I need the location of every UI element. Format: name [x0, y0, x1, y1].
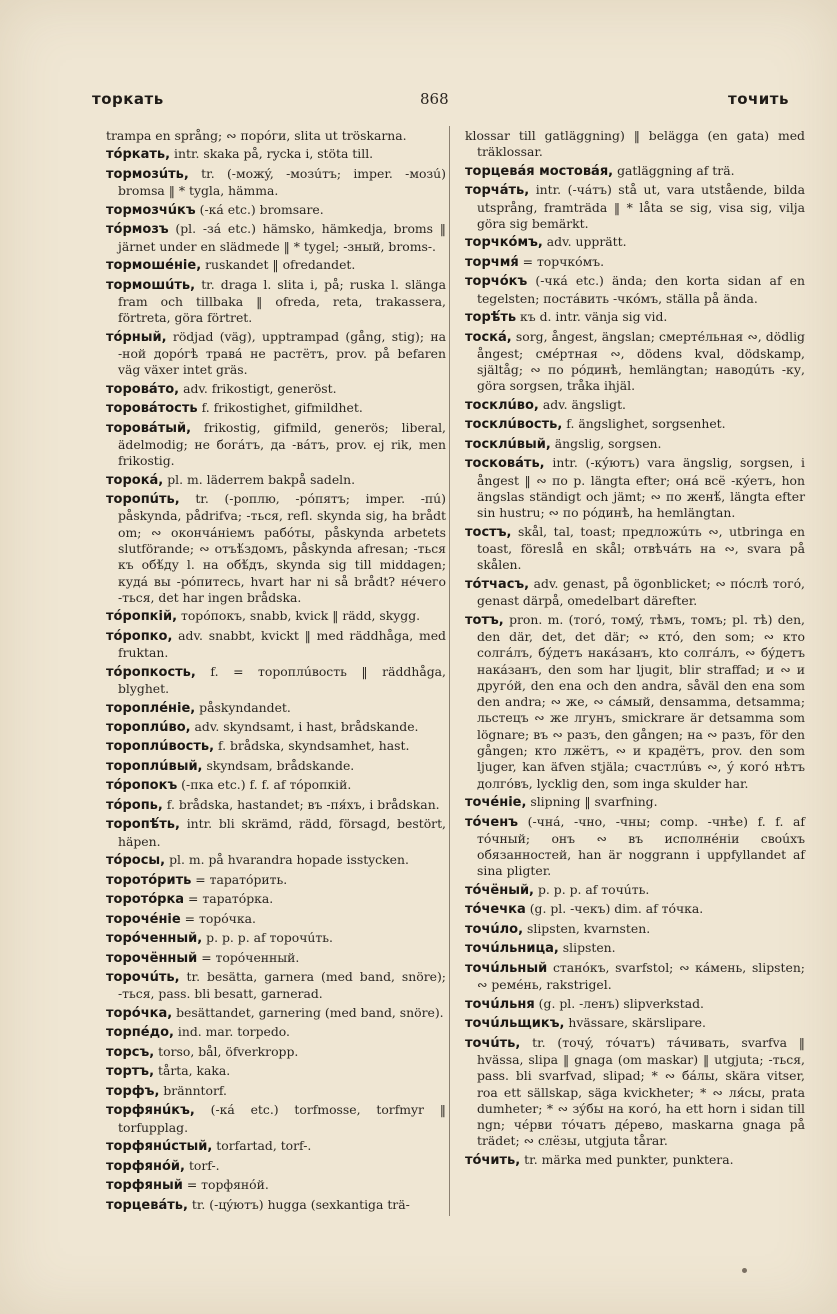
entry-definition: f. frikostighet, gifmildhet. — [201, 400, 363, 416]
entry-definition: tr. (-цýютъ) hugga (sexkantiga trä- — [191, 1196, 410, 1212]
entry-definition: f. ängslighet, sorgsenhet. — [566, 416, 726, 432]
entry-headword: тороплúвый, — [106, 758, 203, 774]
entry-definition: rödjad (väg), upptrampad (gång, stig); на -ной дорóгѣ травá не растётъ, prov. på befaren väg växer intet gräs. — [118, 328, 446, 378]
dictionary-entry — [106, 911, 446, 928]
entry-definition: intr. (-чáтъ) stå ut, vara utstående, bilda utsprång, framträda ‖ * låta se sig, visa sig, vilja göra sig bemärkt. — [477, 182, 805, 231]
entry-definition: intr. (-кýютъ) vara ängslig, sorgsen, i ångest ‖ ∾ по p. längta efter; онá всё -кýетъ, hon ängslas ständigt och jämt; ∾ по женѣ́, längta efter sin hustru; ∾ по рóдинѣ, ha hemlängtan. — [477, 455, 805, 521]
entry-headword: тóропкій, — [106, 609, 178, 625]
entry-headword: тормозчúкъ — [106, 202, 196, 218]
dictionary-entry — [106, 128, 446, 144]
entry-headword: точúльщикъ, — [465, 1016, 565, 1032]
entry-headword: тóросы, — [106, 853, 166, 869]
entry-headword: торочённый — [106, 950, 198, 966]
entry-definition: tr. (точý, тóчатъ) тáчивать, svarfva ‖ hvässa, slipa ‖ gnaga (om maskar) ‖ utgjuta; -ться, pass. bli svarfvad, slipad; * ∾ бáлы, skära vitser, roa ett sällskap, säga kvickheter; * ∾ ля́сы, prata dumheter; * ∾ зýбы на когó, ha ett horn i sidan till ngn; чéрви тóчатъ дéрево, maskarna gnaga på trädet; ∾ слёзы, utgjuta tårar. — [477, 1034, 805, 1149]
dictionary-entry — [106, 166, 446, 200]
entry-headword: тороплúво, — [106, 719, 191, 735]
entry-headword: торчóкъ — [465, 274, 528, 290]
dictionary-entry — [465, 329, 805, 395]
entry-headword: тосковáть, — [465, 456, 545, 472]
entry-headword: тоскá, — [465, 329, 512, 345]
column-divider — [449, 126, 450, 1216]
right-column — [465, 128, 805, 1171]
entry-definition: (-чнá, -чно, -чны; comp. -чнѣе) f. f. af тóчный; онъ ∾ въ исполнéніи свoúхъ обязанностей, han är noggrann i uppfyllandet af sina pligter. — [477, 813, 805, 879]
dictionary-entry — [106, 719, 446, 736]
entry-definition: pl. m. läderrem bakpå sadeln. — [167, 471, 356, 487]
entry-definition: (-кá etc.) torfmosse, torfmyr ‖ torfupplag. — [118, 1102, 446, 1135]
dictionary-entry — [106, 1005, 446, 1022]
dictionary-entry — [106, 1024, 446, 1041]
dictionary-entry — [106, 491, 446, 606]
entry-headword: тороплúвость, — [106, 739, 215, 755]
entry-headword: точúло, — [465, 921, 524, 937]
dictionary-entry — [465, 524, 805, 574]
dictionary-entry — [465, 1015, 805, 1032]
paper-speck — [742, 1268, 747, 1273]
entry-headword: точúльница, — [465, 941, 559, 957]
dictionary-entry — [106, 777, 446, 794]
entry-headword: торчáть, — [465, 183, 530, 199]
entry-definition: adv. genast, på ögonblicket; ∾ пóслѣ тогó, genast därpå, omedelbart därefter. — [477, 575, 805, 609]
entry-definition: ind. mar. torpedo. — [177, 1024, 290, 1040]
dictionary-entry — [106, 1083, 446, 1100]
dictionary-entry — [106, 664, 446, 698]
entry-headword: торовáтый, — [106, 420, 192, 436]
entry-definition: slipsten. — [562, 940, 616, 956]
entry-definition: tr. (-роплю, -рóпятъ; imper. -пú) påskynda, pådrifva; -ться, refl. skynda sig, ha brådt om; ∾ окончáніемъ рабóты, påskynda arbetets slutförande; ∾ отъѣ́здомъ, påskynda afresan; -ться къ обѣ́ду l. на обѣ́дъ, skynda sig till middagen; кудá вы -рóпитесь, hvart har ni så brådt? нéчего -ться, det har ingen brådska. — [118, 491, 446, 605]
dictionary-entry — [106, 816, 446, 850]
dictionary-entry — [465, 163, 805, 180]
entry-definition: = торóчка. — [184, 910, 256, 926]
dictionary-entry — [106, 950, 446, 967]
entry-definition: adv. skyndsamt, i hast, brådskande. — [194, 718, 419, 734]
entry-headword: торпéдо, — [106, 1025, 174, 1041]
entry-headword: тóчить, — [465, 1152, 521, 1168]
entry-headword: тóропкость, — [106, 664, 196, 680]
entry-headword: торфяный — [106, 1178, 183, 1194]
dictionary-entry — [106, 969, 446, 1003]
entry-headword: тостъ, — [465, 524, 512, 540]
entry-definition: торóпокъ, snabb, kvick ‖ rädd, skygg. — [180, 608, 421, 624]
dictionary-entry — [106, 852, 446, 869]
entry-definition: intr. bli skrämd, rädd, försagd, bestört, häpen. — [118, 816, 446, 849]
entry-definition: (g. pl. -чекъ) dim. af тóчка. — [529, 901, 704, 917]
entry-headword: тосклúво, — [465, 397, 539, 413]
entry-headword: точúльный — [465, 960, 548, 976]
entry-headword: тортъ, — [106, 1064, 155, 1080]
entry-definition: intr. skaka på, rycka i, stöta till. — [174, 146, 374, 162]
dictionary-entry — [465, 273, 805, 307]
entry-definition: tr. (-мoжý, -мозúтъ; imper. -мозú) bromsa ‖ * tygla, hämma. — [118, 165, 446, 199]
dictionary-entry — [106, 381, 446, 398]
entry-definition: tr. besätta, garnera (med band, snöre); -ться, pass. bli besatt, garnerad. — [118, 969, 446, 1002]
entry-definition: sorg, ångest, ängslan; смертéльная ∾, dödlig ångest; смéртная ∾, dödens kval, dödskamp, själtåg; ∾ по рóдинѣ, hemlängtan; наводúть -ку, göra sorgsen, tråka ihjäl. — [477, 328, 805, 394]
entry-headword: тормошéніе, — [106, 258, 202, 274]
dictionary-entry — [106, 628, 446, 662]
dictionary-entry — [106, 221, 446, 255]
dictionary-entry — [465, 814, 805, 880]
dictionary-entry — [106, 700, 446, 717]
entry-definition: bränntorf. — [163, 1082, 227, 1098]
entry-headword: торопúть, — [106, 492, 180, 508]
entry-headword: торфъ, — [106, 1083, 160, 1099]
entry-definition: ruskandet ‖ ofredandet. — [205, 257, 356, 273]
entry-headword: тормозúть, — [106, 166, 189, 182]
entry-headword: торцевáя мостовáя, — [465, 163, 614, 179]
dictionary-entry — [106, 472, 446, 489]
dictionary-entry — [106, 758, 446, 775]
entry-headword: торокá, — [106, 472, 164, 488]
entry-headword: торотóрить — [106, 872, 192, 888]
dictionary-entry — [106, 257, 446, 274]
entry-headword: торопѣ́ть, — [106, 817, 180, 833]
entry-headword: торочúть, — [106, 970, 180, 986]
entry-headword: тóропко, — [106, 628, 173, 644]
entry-definition: slipning ‖ svarfning. — [530, 794, 658, 810]
entry-definition: = торчкóмъ. — [522, 253, 605, 269]
entry-headword: торóчка, — [106, 1005, 173, 1021]
dictionary-entry — [106, 608, 446, 625]
entry-definition: besättandet, garnering (med band, snöre). — [176, 1004, 444, 1020]
dictionary-entry — [465, 882, 805, 899]
entry-definition: tårta, kaka. — [157, 1063, 231, 1079]
dictionary-entry — [465, 794, 805, 811]
dictionary-entry — [465, 436, 805, 453]
entry-headword: торотóрка — [106, 892, 185, 908]
entry-headword: торóченный, — [106, 931, 203, 947]
entry-definition: (-чкá etc.) ända; den korta sidan af en tegelsten; постáвить -чкóмъ, ställa på ända. — [477, 273, 805, 306]
dictionary-entry — [465, 612, 805, 792]
entry-definition: tr. draga l. slita i, på; ruska l. slänga fram och tillbaka ‖ ofreda, reta, trakassera, förtreta, göra förtret. — [118, 276, 446, 326]
entry-definition: adv. frikostigt, generöst. — [183, 380, 337, 396]
entry-definition: torf-. — [188, 1157, 220, 1173]
page-number: 868 — [420, 90, 449, 108]
dictionary-entry — [106, 202, 446, 219]
entry-headword: тóропь, — [106, 797, 163, 813]
entry-definition: = торóченный. — [201, 949, 300, 965]
dictionary-entry — [106, 738, 446, 755]
entry-definition: skål, tal, toast; предложúть ∾, utbringa en toast, föreslå en skål; отвѣчáть на ∾, svara på skålen. — [477, 523, 805, 573]
dictionary-entry — [106, 1063, 446, 1080]
left-column — [106, 128, 446, 1216]
entry-definition: pron. m. (тогó, томý, тѣмъ, томъ; pl. тѣ) den, den där, det, det där; ∾ ктó, den som; ∾ кто солгáлъ, бýдетъ накáзанъ, kto солгáлъ, ∾ бýдетъ накáзанъ, den som har ljugit, blir straffad; и ∾ и другóй, den ena och den andra, såväl den ena som den andra; ∾ же, ∾ сáмый, densamma, detsamma; льстецъ ∾ же лгунъ, smickrare är detsamma som lögnare; въ ∾ разъ, den gången; на ∾ разъ, för den gången; кто лжётъ, ∾ и крадётъ, prov. den som ljuger, kan äfven stjäla; счастлúвъ ∾, ý когó нѣтъ долгóвъ, lycklig den, som inga skulder har. — [477, 611, 805, 791]
dictionary-entry — [465, 921, 805, 938]
entry-headword: торчкóмъ, — [465, 235, 543, 251]
dictionary-entry — [106, 1158, 446, 1175]
entry-headword: тóркать, — [106, 147, 171, 163]
entry-definition: (-кá etc.) bromsare. — [199, 201, 324, 217]
dictionary-entry — [106, 329, 446, 379]
entry-headword: торфянóй, — [106, 1158, 185, 1174]
dictionary-entry — [465, 455, 805, 521]
dictionary-entry — [106, 1102, 446, 1136]
entry-headword: торовáто, — [106, 381, 180, 397]
dictionary-entry — [465, 576, 805, 610]
entry-definition: adv. upprätt. — [546, 234, 627, 250]
running-head-left: торкать — [92, 90, 164, 108]
entry-headword: торфянúстый, — [106, 1139, 213, 1155]
dictionary-entry — [465, 901, 805, 918]
entry-definition: станóкъ, svarfstol; ∾ кáмень, slipsten; ∾ ремéнь, rakstrigel. — [477, 959, 805, 993]
dictionary-entry — [106, 146, 446, 163]
entry-headword: тóчечка — [465, 902, 526, 918]
entry-headword: тóропокъ — [106, 778, 178, 794]
entry-definition: f. brådska, hastandet; въ -пя́хъ, i brådskan. — [166, 796, 440, 812]
entry-definition: = таратóрка. — [188, 891, 274, 907]
entry-headword: торсъ, — [106, 1044, 155, 1060]
entry-headword: торцевáть, — [106, 1197, 188, 1213]
entry-definition: slipsten, kvarnsten. — [527, 920, 651, 936]
entry-headword: тосклúвый, — [465, 436, 551, 452]
entry-definition: skyndsam, brådskande. — [206, 757, 355, 773]
dictionary-entry — [106, 277, 446, 327]
dictionary-entry — [465, 309, 805, 326]
entry-headword: торчмя́ — [465, 254, 519, 270]
entry-definition: adv. snabbt, kvickt ‖ med räddhåga, med fruktan. — [118, 627, 446, 661]
entry-headword: тосклúвость, — [465, 417, 563, 433]
dictionary-entry — [106, 891, 446, 908]
dictionary-entry — [465, 1152, 805, 1169]
dictionary-entry — [465, 234, 805, 251]
entry-definition: torso, bål, öfverkropp. — [158, 1043, 299, 1059]
dictionary-entry — [106, 872, 446, 889]
entry-headword: тóрный, — [106, 329, 167, 345]
dictionary-entry — [465, 1035, 805, 1150]
entry-definition: p. p. p. af точúть. — [537, 881, 650, 897]
entry-definition: (pl. -зá etc.) hämsko, hämkedja, broms ‖ järnet under en slädmede ‖ * tygel; -зный, broms-. — [118, 221, 446, 254]
entry-headword: торфянúкъ, — [106, 1103, 195, 1119]
entry-headword: тормошúть, — [106, 277, 196, 293]
entry-headword: торѣ́ть — [465, 310, 517, 326]
dictionary-entry — [106, 420, 446, 470]
entry-definition: p. p. p. af торочúть. — [206, 930, 333, 946]
dictionary-entry — [106, 400, 446, 417]
dictionary-entry — [465, 996, 805, 1013]
entry-definition: f. = тороплúвость ‖ räddhåga, blyghet. — [118, 663, 446, 697]
dictionary-entry — [465, 182, 805, 232]
entry-definition: hvässare, skärslipare. — [568, 1015, 706, 1031]
dictionary-entry — [106, 1044, 446, 1061]
entry-definition: tr. märka med punkter, punktera. — [524, 1151, 734, 1167]
entry-definition: ängslig, sorgsen. — [554, 435, 662, 451]
dictionary-entry — [106, 930, 446, 947]
entry-definition: torfartad, torf-. — [216, 1138, 312, 1154]
entry-headword: точéніе, — [465, 795, 527, 811]
dictionary-entry — [465, 254, 805, 271]
entry-definition: (g. pl. -ленъ) slipverkstad. — [538, 995, 704, 1011]
entry-definition: f. brådska, skyndsamhet, hast. — [217, 738, 410, 754]
dictionary-entry — [465, 940, 805, 957]
entry-headword: точúть, — [465, 1035, 521, 1051]
entry-headword: тóрмозъ — [106, 222, 169, 238]
dictionary-entry — [465, 128, 805, 161]
entry-definition: påskyndandet. — [199, 699, 291, 715]
entry-headword: тóтчасъ, — [465, 576, 530, 592]
entry-headword: торочéніе — [106, 911, 181, 927]
entry-definition: klossar till gatläggning) ‖ belägga (en gata) med träklossar. — [465, 128, 805, 160]
entry-headword: точúльня — [465, 996, 535, 1012]
dictionary-entry — [465, 416, 805, 433]
entry-headword: тотъ, — [465, 612, 504, 628]
entry-definition: (-пка etc.) f. f. af тóропкій. — [181, 777, 352, 793]
entry-definition: frikostig, gifmild, generös; liberal, ädelmodig; не богáтъ, да -вáтъ, prov. ej rik, men frikostig. — [118, 419, 446, 469]
entry-headword: тóчёный, — [465, 882, 534, 898]
dictionary-entry — [106, 1197, 446, 1214]
dictionary-entry — [106, 1138, 446, 1155]
dictionary-entry — [106, 797, 446, 814]
entry-headword: торопле́ніе, — [106, 700, 196, 716]
entry-headword: торовáтость — [106, 401, 198, 417]
entry-definition: къ d. intr. vänja sig vid. — [520, 309, 668, 325]
entry-definition: pl. m. på hvarandra hopade isstycken. — [169, 852, 409, 868]
entry-definition: = таратóрить. — [195, 871, 288, 887]
entry-headword: тóченъ — [465, 814, 518, 830]
running-head-right: точить — [728, 90, 789, 108]
entry-definition: gatläggning af trä. — [617, 162, 735, 178]
entry-definition: adv. ängsligt. — [542, 396, 626, 412]
dictionary-entry — [465, 960, 805, 994]
entry-definition: = торфянóй. — [186, 1177, 269, 1193]
dictionary-entry — [106, 1177, 446, 1194]
entry-definition: trampa en språng; ∾ порóги, slita ut tröskarna. — [106, 128, 407, 143]
dictionary-entry — [465, 397, 805, 414]
